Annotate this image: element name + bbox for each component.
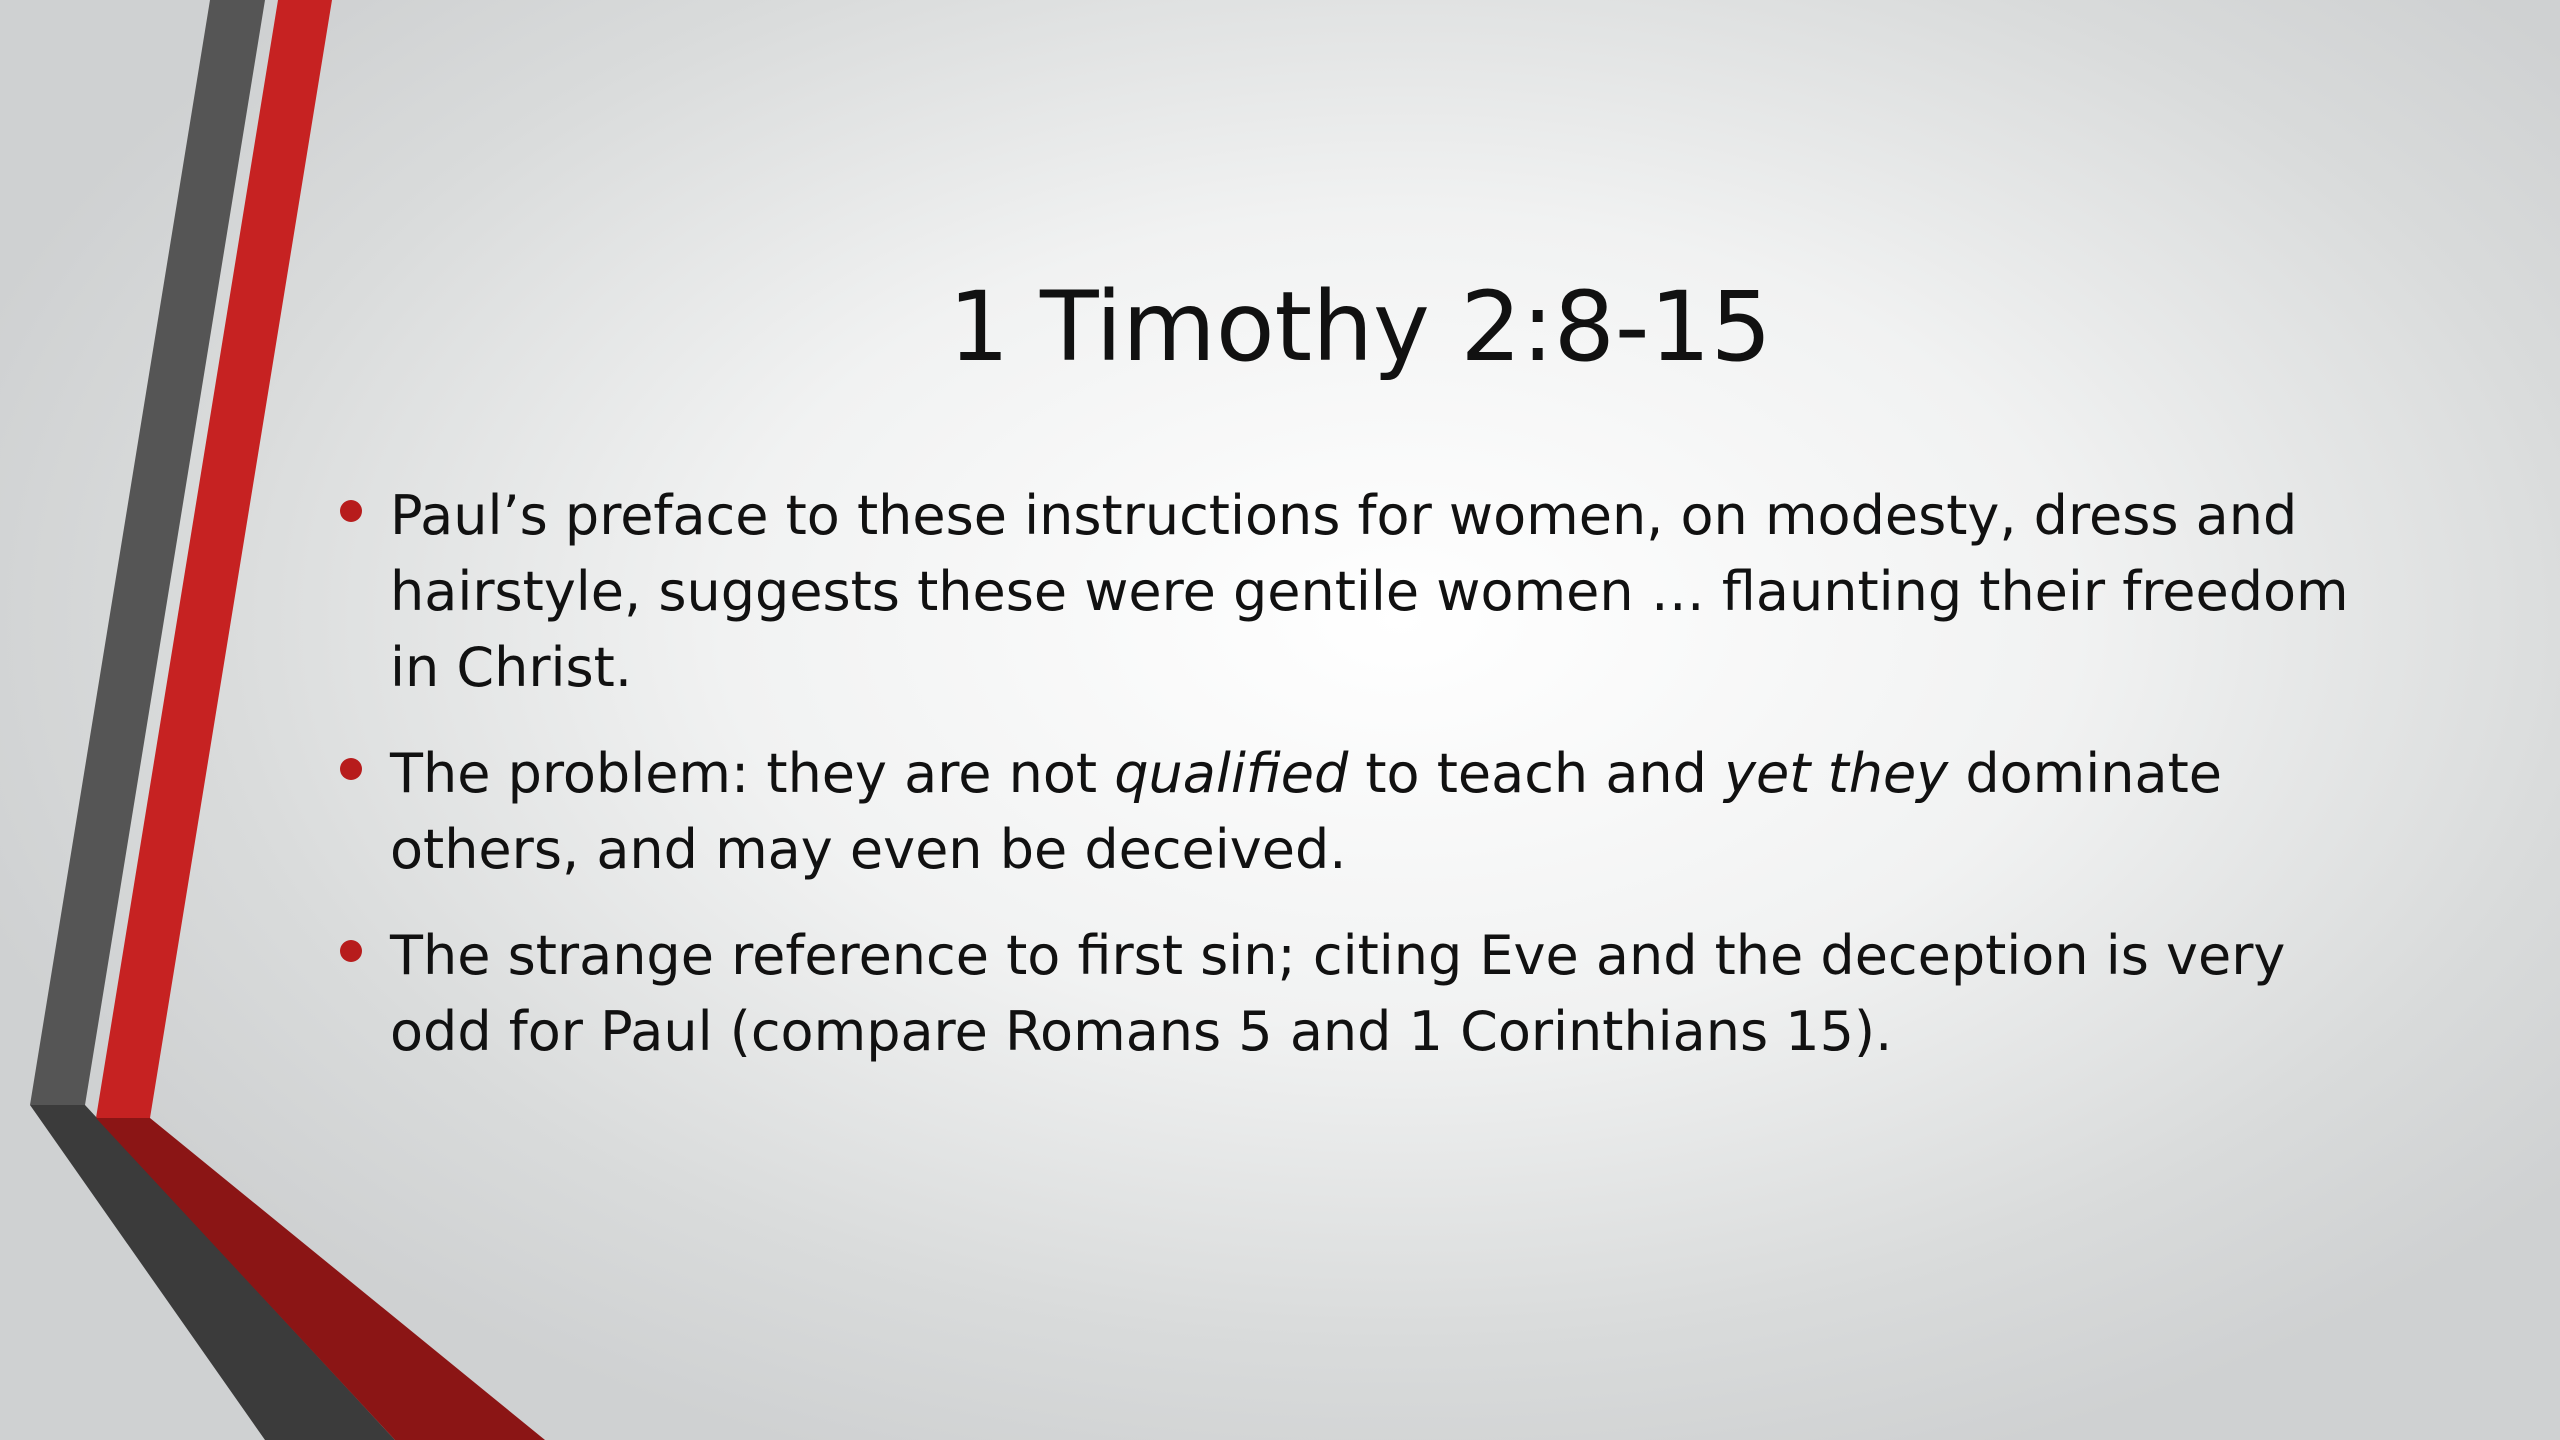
bullet-segment-italic: qualified — [1114, 742, 1349, 805]
bullet-dot-icon — [340, 940, 362, 962]
bullet-item — [390, 918, 2390, 1070]
bullet-segment: to teach and — [1348, 742, 1725, 805]
bullet-text — [390, 742, 2222, 881]
bullet-segment: Paul’s preface to these instructions for women, on modesty, dress and hairstyle, suggests these were gentile women … flaunting their freedom in Christ. — [390, 484, 2349, 699]
bullet-text — [390, 924, 2285, 1063]
gray-diagonal-stripe — [30, 1105, 395, 1440]
bullet-item — [390, 478, 2390, 706]
bullet-segment: The strange reference to first sin; citing Eve and the deception is very odd for Paul (compare Romans 5 and 1 Corinthians 15). — [390, 924, 2286, 1063]
bullet-segment: dominate others, and may even be deceived. — [390, 742, 2222, 881]
bullet-item — [390, 736, 2390, 888]
bullet-dot-icon — [340, 500, 362, 522]
bullet-text — [390, 484, 2349, 699]
slide-title: 1 Timothy 2:8-15 — [948, 271, 1772, 383]
bullet-dot-icon — [340, 758, 362, 780]
bullet-segment-italic: yet they — [1724, 742, 1949, 805]
bullet-segment: The problem: they are not — [390, 742, 1115, 805]
bullet-list — [390, 478, 2390, 1100]
